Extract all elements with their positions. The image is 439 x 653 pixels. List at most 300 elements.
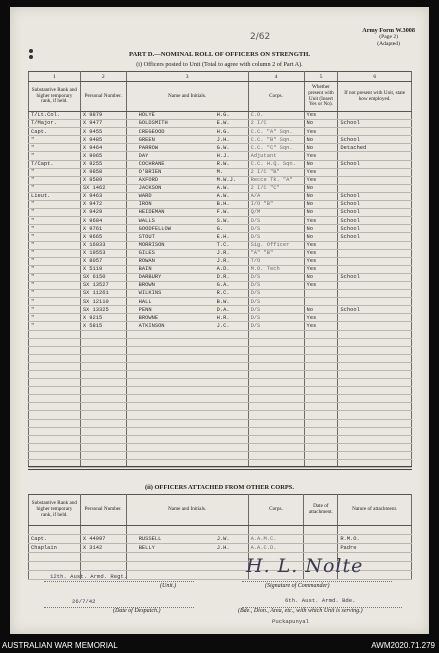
personal-number-cell: X 9215 [80, 314, 126, 322]
caption-accession-number: AWM2020.71.279 [371, 641, 435, 650]
date-cell [304, 544, 338, 553]
personal-number-cell: X 16033 [80, 241, 126, 249]
initials: R.W. [216, 160, 230, 167]
section-divider [28, 466, 412, 467]
rank-cell: " [29, 225, 81, 233]
blank-cell [29, 338, 81, 346]
name-cell [126, 128, 248, 136]
table-row [29, 168, 412, 176]
name-cell [126, 233, 248, 241]
name-cell [126, 152, 248, 160]
initials: J.H. [216, 136, 230, 143]
personal-number-cell: X 9589 [80, 176, 126, 184]
personal-number-cell: X 9455 [80, 128, 126, 136]
blank-cell [80, 354, 126, 362]
blank-cell [304, 435, 338, 443]
present-cell: No [304, 144, 338, 152]
column-number-row [29, 72, 412, 82]
table-row [29, 160, 412, 168]
corps-cell: D/S [248, 322, 304, 330]
present-cell: Yes [304, 128, 338, 136]
header-name: Name and Initials. [126, 82, 248, 112]
blank-cell [29, 435, 81, 443]
table-row [29, 249, 412, 257]
blank-cell [304, 403, 338, 411]
name-cell [126, 322, 248, 330]
name-cell [126, 120, 248, 128]
column-number: 2 [80, 72, 126, 82]
table-row [29, 322, 412, 330]
personal-number-cell: X 5119 [80, 265, 126, 273]
header-corps: Corps. [248, 82, 304, 112]
initials: T.C. [216, 241, 230, 248]
corps-cell: 2 I/C "B" [248, 168, 304, 176]
surname: RUSSELL [138, 535, 162, 542]
blank-cell [80, 346, 126, 354]
corps-cell: D/S [248, 281, 304, 289]
present-cell: Yes [304, 112, 338, 120]
section-divider [28, 469, 412, 470]
personal-number-cell: SX 11261 [80, 290, 126, 298]
blank-cell [80, 338, 126, 346]
employed-cell [338, 128, 412, 136]
personal-number-cell: X 9684 [80, 217, 126, 225]
corps-cell: Recce Tk. "A" [248, 176, 304, 184]
rank-cell: Chaplain [29, 544, 81, 553]
initials: B.W. [216, 298, 230, 305]
personal-number-cell: X 9464 [80, 144, 126, 152]
header-name: Name and Initials. [126, 495, 248, 526]
present-cell [304, 298, 338, 306]
name-cell [126, 306, 248, 314]
initials: A.D. [216, 266, 230, 273]
form-page: (Page 2) [379, 34, 399, 40]
corps-cell: 2 I/C "C" [248, 184, 304, 192]
part-title: PART D.—NOMINAL ROLL OF OFFICERS ON STRENGTH. [129, 51, 310, 58]
header-employed: If not present with Unit, state how employed. [338, 82, 412, 112]
present-cell: Yes [304, 241, 338, 249]
rank-cell: " [29, 217, 81, 225]
initials: J.W. [216, 535, 230, 542]
present-cell: Yes [304, 314, 338, 322]
header-personal-number: Personal Number. [80, 495, 126, 526]
blank-cell [126, 427, 248, 435]
table-row [29, 314, 412, 322]
employed-cell [338, 314, 412, 322]
blank-cell [338, 443, 412, 451]
personal-number-cell: X 9255 [80, 160, 126, 168]
present-cell: No [304, 136, 338, 144]
employed-cell: School [338, 120, 412, 128]
personal-number-cell: X 9472 [80, 201, 126, 209]
blank-cell [29, 354, 81, 362]
table-row [29, 201, 412, 209]
blank-cell [248, 411, 304, 419]
blank-cell [80, 443, 126, 451]
blank-cell [126, 419, 248, 427]
column-number: 5 [304, 72, 338, 82]
rank-cell: " [29, 298, 81, 306]
personal-number-cell: X 44997 [80, 535, 126, 544]
blank-cell [304, 395, 338, 403]
table-row [29, 176, 412, 184]
surname: GREEN [138, 136, 155, 143]
rank-cell: " [29, 168, 81, 176]
blank-cell [304, 427, 338, 435]
present-cell: No [304, 120, 338, 128]
table-row [29, 535, 412, 544]
initials: H.G. [216, 112, 230, 119]
surname: AXFORD [138, 177, 159, 184]
blank-row [29, 330, 412, 338]
table-row [29, 257, 412, 265]
initials: G.A. [216, 282, 230, 289]
blank-row [29, 427, 412, 435]
blank-cell [29, 411, 81, 419]
employed-cell: School [338, 225, 412, 233]
blank-cell [338, 371, 412, 379]
employed-cell: School [338, 209, 412, 217]
corps-cell: D/S [248, 233, 304, 241]
personal-number-cell: X 5815 [80, 322, 126, 330]
rank-cell: Lieut. [29, 192, 81, 200]
blank-cell [126, 346, 248, 354]
corps-cell: 2 I/C [248, 120, 304, 128]
form-identifier [362, 27, 415, 48]
personal-number-cell: X 9761 [80, 225, 126, 233]
blank-cell [248, 443, 304, 451]
blank-cell [248, 427, 304, 435]
officers-table-body [29, 112, 412, 468]
blank-cell [29, 562, 81, 571]
blank-cell [29, 371, 81, 379]
initials: H.R. [216, 314, 230, 321]
present-cell: Yes [304, 265, 338, 273]
initials: A.W. [216, 193, 230, 200]
blank-cell [29, 553, 81, 562]
table-row [29, 233, 412, 241]
blank-row [29, 411, 412, 419]
column-number: 1 [29, 72, 81, 82]
personal-number-cell: X 9477 [80, 120, 126, 128]
rank-cell: " [29, 152, 81, 160]
initials: J.C. [216, 322, 230, 329]
table-row [29, 273, 412, 281]
blank-cell [126, 354, 248, 362]
blank-cell [29, 419, 81, 427]
blank-cell [29, 362, 81, 370]
blank-cell [304, 387, 338, 395]
blank-cell [338, 427, 412, 435]
column-header-row [29, 495, 412, 526]
surname: O'BRIEN [138, 169, 162, 175]
blank-cell [126, 451, 248, 459]
surname: MORRISON [138, 241, 165, 248]
part-subtitle: (i) Officers posted to Unit (Total to agree with column 2 of Part A). [136, 61, 303, 68]
initials: M.W.J. [216, 177, 237, 184]
personal-number-cell: X 9429 [80, 209, 126, 217]
column-number: 4 [248, 72, 304, 82]
employed-cell: School [338, 273, 412, 281]
rank-cell: " [29, 184, 81, 192]
blank-cell [304, 419, 338, 427]
rank-cell: " [29, 201, 81, 209]
blank-cell [80, 451, 126, 459]
blank-cell [80, 562, 126, 571]
employed-cell: School [338, 160, 412, 168]
despatch-date-value: 26/7/42 [72, 598, 96, 605]
blank-cell [338, 419, 412, 427]
initials: H.J. [216, 152, 230, 159]
blank-cell [304, 354, 338, 362]
initials: J.R. [216, 258, 230, 265]
blank-cell [248, 395, 304, 403]
blank-cell [248, 403, 304, 411]
present-cell: No [304, 184, 338, 192]
blank-cell [338, 387, 412, 395]
rank-cell: " [29, 265, 81, 273]
surname: HEIDEMAN [138, 209, 165, 216]
blank-cell [338, 362, 412, 370]
name-cell [126, 281, 248, 289]
rank-cell: " [29, 273, 81, 281]
officers-on-strength-table [28, 71, 412, 468]
blank-cell [248, 338, 304, 346]
unit-line [44, 581, 194, 582]
employed-cell [338, 112, 412, 120]
blank-cell [29, 526, 81, 535]
blank-cell [29, 403, 81, 411]
header-personal-number: Personal Number. [80, 82, 126, 112]
personal-number-cell: SX 12110 [80, 298, 126, 306]
blank-cell [29, 395, 81, 403]
initials: E.H. [216, 233, 230, 240]
rank-cell: Capt. [29, 128, 81, 136]
personal-number-cell: X 9858 [80, 168, 126, 176]
blank-cell [126, 379, 248, 387]
brigade-value: 6th. Aust. Armd. Bde. [285, 597, 356, 604]
surname: PARROW [138, 144, 159, 151]
employed-cell: School [338, 201, 412, 209]
present-cell: No [304, 201, 338, 209]
blank-cell [80, 411, 126, 419]
blank-cell [338, 395, 412, 403]
place-value: Puckapunyal [272, 618, 309, 625]
personal-number-cell: SX 13527 [80, 281, 126, 289]
blank-row [29, 443, 412, 451]
blank-cell [304, 330, 338, 338]
initials: J.R. [216, 249, 230, 256]
employed-cell: School [338, 217, 412, 225]
corps-cell: "A" "B" [248, 249, 304, 257]
name-cell [126, 168, 248, 176]
blank-row [29, 395, 412, 403]
surname: PENN [138, 306, 152, 313]
corps-cell: C.C. H.Q. Sqn. [248, 160, 304, 168]
rank-cell: " [29, 233, 81, 241]
personal-number-cell: X 9879 [80, 112, 126, 120]
name-cell [126, 265, 248, 273]
caption-institution: AUSTRALIAN WAR MEMORIAL [2, 641, 118, 650]
name-cell [126, 241, 248, 249]
table-row [29, 306, 412, 314]
document-page [10, 7, 429, 634]
name-cell [126, 225, 248, 233]
table-row [29, 184, 412, 192]
blank-cell [304, 371, 338, 379]
rank-cell: " [29, 281, 81, 289]
present-cell: No [304, 233, 338, 241]
blank-cell [80, 387, 126, 395]
initials: B.H. [216, 201, 230, 208]
surname: COCHRANE [138, 160, 165, 167]
name-cell [126, 112, 248, 120]
name-cell [126, 176, 248, 184]
surname: WILKINS [138, 290, 162, 297]
surname: DARBURY [138, 274, 162, 281]
corps-cell: A/A [248, 192, 304, 200]
blank-cell [248, 387, 304, 395]
present-cell: Yes [304, 281, 338, 289]
table-row [29, 136, 412, 144]
blank-row [29, 346, 412, 354]
personal-number-cell: SX 6150 [80, 273, 126, 281]
table-row [29, 241, 412, 249]
initials: G. [216, 225, 224, 232]
rank-cell: " [29, 314, 81, 322]
blank-cell [338, 379, 412, 387]
blank-row [29, 526, 412, 535]
corps-cell: T/O [248, 257, 304, 265]
name-cell [126, 290, 248, 298]
present-cell: No [304, 209, 338, 217]
blank-cell [304, 379, 338, 387]
blank-cell [29, 330, 81, 338]
personal-number-cell: X 3142 [80, 544, 126, 553]
commander-signature: H. L. Nolte [246, 555, 364, 577]
surname: ROWAN [138, 258, 155, 265]
initials: D.R. [216, 274, 230, 281]
present-cell: No [304, 306, 338, 314]
employed-cell [338, 298, 412, 306]
blank-cell [126, 362, 248, 370]
rank-cell: T/Major. [29, 120, 81, 128]
blank-cell [338, 346, 412, 354]
nature-cell: R.M.O. [338, 535, 412, 544]
surname: BAIN [138, 266, 152, 273]
blank-cell [248, 379, 304, 387]
name-cell [126, 160, 248, 168]
present-cell: Yes [304, 168, 338, 176]
personal-number-cell: X 9665 [80, 233, 126, 241]
name-cell [126, 544, 248, 553]
header-rank: Substantive Rank and higher temporary rank, if held. [29, 82, 81, 112]
surname: GOLDSMITH [138, 120, 168, 127]
corps-cell: D/S [248, 217, 304, 225]
blank-row [29, 387, 412, 395]
name-cell [126, 209, 248, 217]
employed-cell: School [338, 192, 412, 200]
table-row [29, 112, 412, 120]
blank-cell [304, 443, 338, 451]
employed-cell [338, 257, 412, 265]
blank-cell [29, 443, 81, 451]
personal-number-cell: X 9485 [80, 136, 126, 144]
blank-cell [338, 451, 412, 459]
blank-cell [29, 427, 81, 435]
corps-cell: C.O. [248, 112, 304, 120]
rank-cell: Capt. [29, 535, 81, 544]
name-cell [126, 136, 248, 144]
blank-cell [338, 411, 412, 419]
rank-cell: T/Lt.Col. [29, 112, 81, 120]
blank-cell [126, 387, 248, 395]
unit-value: 12th. Aust. Armd. Regt. [50, 573, 128, 580]
initials: E.W. [216, 120, 230, 127]
surname: HOLYE [138, 112, 155, 119]
form-id: Army Form W.3008 [362, 27, 415, 34]
blank-cell [126, 435, 248, 443]
corps-cell: D/S [248, 225, 304, 233]
present-cell: Yes [304, 152, 338, 160]
rank-cell: " [29, 306, 81, 314]
table-row [29, 192, 412, 200]
blank-cell [338, 403, 412, 411]
blank-row [29, 435, 412, 443]
employed-cell [338, 241, 412, 249]
archive-caption-bar [0, 638, 439, 653]
blank-cell [29, 451, 81, 459]
present-cell: No [304, 192, 338, 200]
rank-cell: " [29, 249, 81, 257]
rank-cell: " [29, 241, 81, 249]
blank-cell [29, 346, 81, 354]
employed-cell [338, 290, 412, 298]
corps-cell: D/S [248, 290, 304, 298]
name-cell [126, 535, 248, 544]
initials: D.A. [216, 306, 230, 313]
corps-cell: A.A.M.C. [248, 535, 304, 544]
blank-cell [80, 526, 126, 535]
rank-cell: " [29, 290, 81, 298]
table-row [29, 144, 412, 152]
blank-cell [248, 330, 304, 338]
initials: M. [216, 169, 224, 175]
rank-cell: " [29, 322, 81, 330]
corps-cell: Adjutant [248, 152, 304, 160]
blank-cell [80, 427, 126, 435]
corps-cell: A.A.C.D. [248, 544, 304, 553]
signature-label: (Signature of Commander) [265, 583, 330, 589]
surname: BROWN [138, 282, 155, 289]
section-ii-title: (ii) OFFICERS ATTACHED FROM OTHER CORPS. [145, 484, 294, 491]
column-number: 6 [338, 72, 412, 82]
blank-cell [248, 371, 304, 379]
blank-cell [126, 338, 248, 346]
name-cell [126, 184, 248, 192]
surname: GILES [138, 249, 155, 256]
present-cell: Yes [304, 217, 338, 225]
table-row [29, 281, 412, 289]
personal-number-cell: SX 13325 [80, 306, 126, 314]
employed-cell [338, 168, 412, 176]
blank-cell [126, 330, 248, 338]
name-cell [126, 192, 248, 200]
blank-row [29, 362, 412, 370]
name-cell [126, 144, 248, 152]
blank-cell [80, 553, 126, 562]
personal-number-cell: X 8057 [80, 257, 126, 265]
